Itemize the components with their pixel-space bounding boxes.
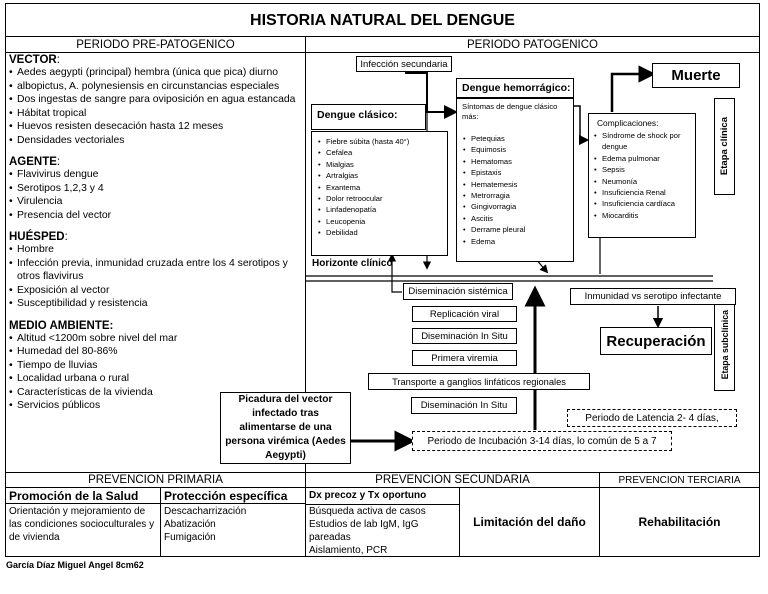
list-item: • Metrorragia: [462, 190, 570, 201]
list-item: • Debilidad: [317, 227, 445, 238]
proteccion-item: Descacharrización: [164, 506, 247, 517]
list-item: • Sepsis: [593, 164, 693, 175]
list-item: • Edema: [462, 236, 570, 247]
list-item: • Virulencia: [9, 195, 305, 209]
main-title: HISTORIA NATURAL DEL DENGUE: [5, 3, 760, 37]
complicaciones-box: [588, 113, 696, 238]
proteccion-item: Fumigación: [164, 532, 216, 543]
diseminacion-sistemica-box: Diseminación sistémica: [403, 283, 513, 300]
replicacion-viral-box: Replicación viral: [412, 306, 517, 322]
recuperacion-box: Recuperación: [600, 327, 712, 355]
etapa-subclinica-box: [714, 298, 735, 391]
list-item: • Hábitat tropical: [9, 107, 305, 121]
list-item: • Dolor retroocular: [317, 193, 445, 204]
proteccion-cell: [160, 503, 306, 557]
transporte-ganglios-box: Transporte a ganglios linfáticos regionales: [368, 373, 590, 390]
etapa-subclinica-label: Etapa subclínica: [719, 309, 730, 380]
proteccion-item: Abatización: [164, 519, 216, 530]
list-item: • Susceptibilidad y resistencia: [9, 297, 305, 311]
etapa-clinica-box: [714, 98, 735, 195]
dx-cell: [305, 487, 460, 557]
dengue-clasico-list-box: [311, 131, 448, 256]
dx-item: Estudios de lab IgM, IgG pareadas: [309, 519, 419, 543]
list-item: • Miocarditis: [593, 210, 693, 221]
dx-title: Dx precoz y Tx oportuno: [309, 490, 427, 501]
diseminacion-in-situ-box: Diseminación In Situ: [412, 328, 517, 344]
list-item: • Artralgias: [317, 170, 445, 181]
list-item: • Huevos resisten desecación hasta 12 meses: [9, 120, 305, 134]
list-item: • Neumonía: [593, 176, 693, 187]
list-item: • Insuficiencia Renal: [593, 187, 693, 198]
author-credit: García Díaz Miguel Angel 8cm62: [6, 560, 144, 570]
inmunidad-box: Inmunidad vs serotipo infectante: [570, 288, 736, 305]
dengue-hemorragico-list-box: [456, 98, 574, 262]
primera-viremia-box: Primera viremia: [412, 350, 517, 366]
prevencion-secundaria-header: PREVENCION SECUNDARIA: [305, 472, 600, 488]
hemorragico-subtitle: Síntomas de dengue clásico más:: [462, 102, 558, 121]
dengue-clasico-box: Dengue clásico:: [311, 104, 426, 130]
list-item: • Epistaxis: [462, 167, 570, 178]
dx-item: Búsqueda activa de casos: [309, 506, 426, 517]
prepatogenico-header: PERIODO PRE-PATOGENICO: [5, 36, 306, 53]
dx-item: Aislamiento, PCR: [309, 545, 388, 556]
list-item: • Petequias: [462, 133, 570, 144]
huesped-title: HUÉSPED: [9, 231, 65, 243]
latencia-box: Periodo de Latencia 2- 4 días,: [567, 409, 737, 427]
list-item: • Hematomas: [462, 156, 570, 167]
list-item: • Hematemesis: [462, 179, 570, 190]
list-item: • Dos ingestas de sangre para oviposición en agua estancada: [9, 93, 305, 107]
limitacion-cell: Limitación del daño: [459, 487, 600, 557]
list-item: • Linfadenopatía: [317, 204, 445, 215]
infeccion-secundaria-box: Infección secundaria: [356, 56, 452, 72]
prevencion-primaria-header: PREVENCION PRIMARIA: [5, 472, 306, 488]
picadura-box: Picadura del vector infectado tras alimentarse de una persona virémica (Aedes Aegypti): [220, 392, 351, 464]
list-item: • albopictus, A. polynesiensis en circunstancias especiales: [9, 80, 305, 94]
list-item: • Síndrome de shock por dengue: [593, 130, 693, 153]
list-item: • Infección previa, inmunidad cruzada entre los 4 serotipos y otros flavivirus: [9, 257, 305, 284]
list-item: • Gingivorragia: [462, 201, 570, 212]
list-item: • Características de la vivienda: [9, 386, 305, 400]
list-item: • Flavivirus dengue: [9, 168, 305, 182]
list-item: • Derrame pleural: [462, 224, 570, 235]
muerte-box: Muerte: [652, 63, 740, 88]
list-item: • Equimosis: [462, 144, 570, 155]
list-item: • Leucopenia: [317, 216, 445, 227]
list-item: • Hombre: [9, 243, 305, 257]
agente-title: AGENTE: [9, 156, 57, 168]
list-item: • Mialgias: [317, 159, 445, 170]
list-item: • Densidades vectoriales: [9, 134, 305, 148]
list-item: • Cefalea: [317, 147, 445, 158]
list-item: • Exantema: [317, 182, 445, 193]
patogenico-header: PERIODO PATOGENICO: [305, 36, 760, 53]
dengue-hemorragico-box: Dengue hemorrágico:: [456, 78, 574, 98]
incubacion-box: Periodo de Incubación 3-14 días, lo común de 5 a 7: [412, 431, 672, 451]
list-item: • Presencia del vector: [9, 209, 305, 223]
list-item: • Servicios públicos: [9, 399, 305, 413]
list-item: • Altitud <1200m sobre nivel del mar: [9, 332, 305, 346]
proteccion-title: Protección específica: [160, 487, 306, 504]
horizonte-clinico-label: Horizonte clínico: [312, 258, 393, 269]
etapa-clinica-label: Etapa clínica: [719, 117, 730, 176]
promocion-text: Orientación y mejoramiento de las condiciones socioculturales y de vivienda: [5, 503, 161, 557]
list-item: • Ascitis: [462, 213, 570, 224]
rehabilitacion-cell: Rehabilitación: [599, 487, 760, 557]
vector-title: VECTOR: [9, 54, 57, 66]
prevencion-terciaria-header: PREVENCION TERCIARIA: [599, 472, 760, 488]
list-item: • Insuficiencia cardíaca: [593, 198, 693, 209]
list-item: • Exposición al vector: [9, 284, 305, 298]
list-item: • Localidad urbana o rural: [9, 372, 305, 386]
complicaciones-title: Complicaciones:: [597, 118, 659, 128]
list-item: • Serotipos 1,2,3 y 4: [9, 182, 305, 196]
list-item: • Tiempo de lluvias: [9, 359, 305, 373]
list-item: • Edema pulmonar: [593, 153, 693, 164]
medio-title: MEDIO AMBIENTE:: [9, 319, 114, 332]
list-item: • Fiebre súbita (hasta 40°): [317, 136, 445, 147]
promocion-title: Promoción de la Salud: [5, 487, 161, 504]
list-item: • Aedes aegypti (principal) hembra (única que pica) diurno: [9, 66, 305, 80]
diseminacion-in-situ-box-2: Diseminación In Situ: [411, 397, 517, 414]
prepatogenico-panel: VECTOR: • Aedes aegypti (principal) hembra (única que pica) diurno • albopictus, A. polynesiensis en circunstancias especiales • Dos ingestas de sangre para oviposición en agua estancada • Hábitat tropical • Huevos resisten desecación hasta 12 meses • Densidades vectoriales AGENTE: • Flavivirus dengue • Serotipos 1,2,3 y 4 • Virulencia • Presencia del vector HUÉSPED: • Hombre • Infección previa, inmunidad cruzada entre los 4 serotipos y otros flavivirus • Exposición al vector • Susceptibilidad y resistencia MEDIO AMBIENTE: • Altitud <1200m sobre nivel del mar • Humedad del 80-86% • Tiempo de lluvias • Localidad urbana o rural • Características de la vivienda • Servicios públicos: [9, 54, 305, 413]
list-item: • Humedad del 80-86%: [9, 345, 305, 359]
